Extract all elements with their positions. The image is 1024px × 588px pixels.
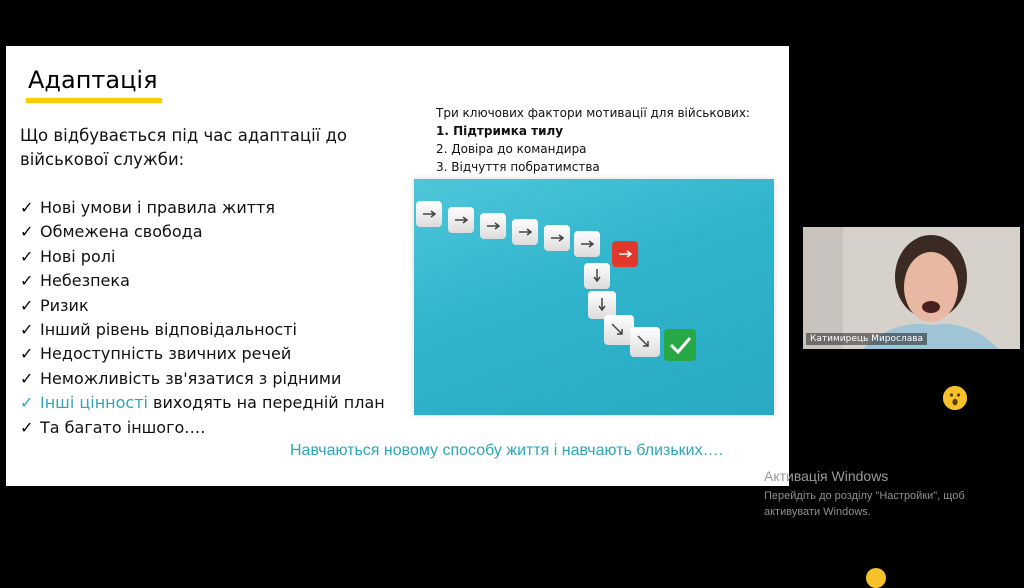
list-item-text: Ризик (40, 295, 89, 315)
red-die (612, 241, 638, 267)
list-item-text: Обмежена свобода (40, 222, 203, 242)
check-icon: ✓ (20, 417, 34, 437)
green-die-checkmark (664, 329, 696, 361)
factor-item: 2. Довіра до командира (436, 142, 587, 156)
list-item-text: Нові умови і правила життя (40, 198, 275, 217)
checklist (20, 196, 385, 440)
participant-video-feed (803, 227, 1020, 349)
list-item (20, 416, 385, 440)
windows-activation-title: Активація Windows (764, 468, 889, 484)
check-icon: ✓ (20, 271, 34, 291)
check-icon: ✓ (20, 222, 34, 242)
participant-video-tile[interactable] (803, 227, 1020, 349)
check-icon: ✓ (20, 344, 34, 364)
white-dice-row (416, 201, 660, 357)
check-icon: ✓ (20, 295, 34, 315)
list-item-text: Недоступність звичних речей (40, 344, 292, 364)
list-item-text: Неможливість зв'язатися з рідними (40, 368, 342, 388)
slide-title: Адаптація (28, 66, 158, 94)
title-underline (26, 98, 162, 103)
highlighted-text: Інші цінності (40, 393, 148, 413)
list-item (20, 318, 385, 342)
windows-activation-subtitle: Перейдіть до розділу "Настройки", щоб активувати Windows. (764, 490, 965, 518)
list-item-text: Та багато іншого…. (40, 417, 206, 437)
check-icon: ✓ (20, 246, 34, 266)
factors-title: Три ключових фактори мотивації для військових: (436, 106, 750, 120)
factor-item: 1. Підтримка тилу (436, 124, 564, 138)
list-item (20, 196, 385, 220)
check-icon: ✓ (20, 198, 34, 217)
check-icon: ✓ (20, 368, 34, 388)
factor-item: 3. Відчуття побратимства (436, 160, 600, 174)
list-item (20, 245, 385, 269)
emoji-icon (866, 568, 886, 588)
check-icon: ✓ (20, 393, 34, 413)
list-item (20, 294, 385, 318)
dice-illustration (414, 179, 774, 415)
check-icon: ✓ (20, 320, 34, 340)
participant-name-label: Катимирець Мирослава (806, 333, 927, 345)
list-item-text: виходять на передній план (147, 393, 385, 413)
slide-question: Що відбувається під час адаптації до військової служби: (20, 126, 348, 169)
list-item (20, 391, 385, 415)
dice-path-image (414, 179, 774, 415)
motivation-factors (436, 104, 750, 176)
list-item-text: Нові ролі (40, 246, 116, 266)
list-item (20, 220, 385, 244)
list-item (20, 342, 385, 366)
list-item-text: Інший рівень відповідальності (40, 320, 297, 340)
surprised-face-icon (943, 386, 967, 410)
list-item-text: Небезпека (40, 271, 130, 291)
slide-footer-note: Навчаються новому способу життя і навчають близьких…. (290, 442, 724, 459)
list-item (20, 269, 385, 293)
presentation-slide (6, 46, 789, 486)
list-item (20, 367, 385, 391)
surprised-face-icon (943, 386, 967, 410)
